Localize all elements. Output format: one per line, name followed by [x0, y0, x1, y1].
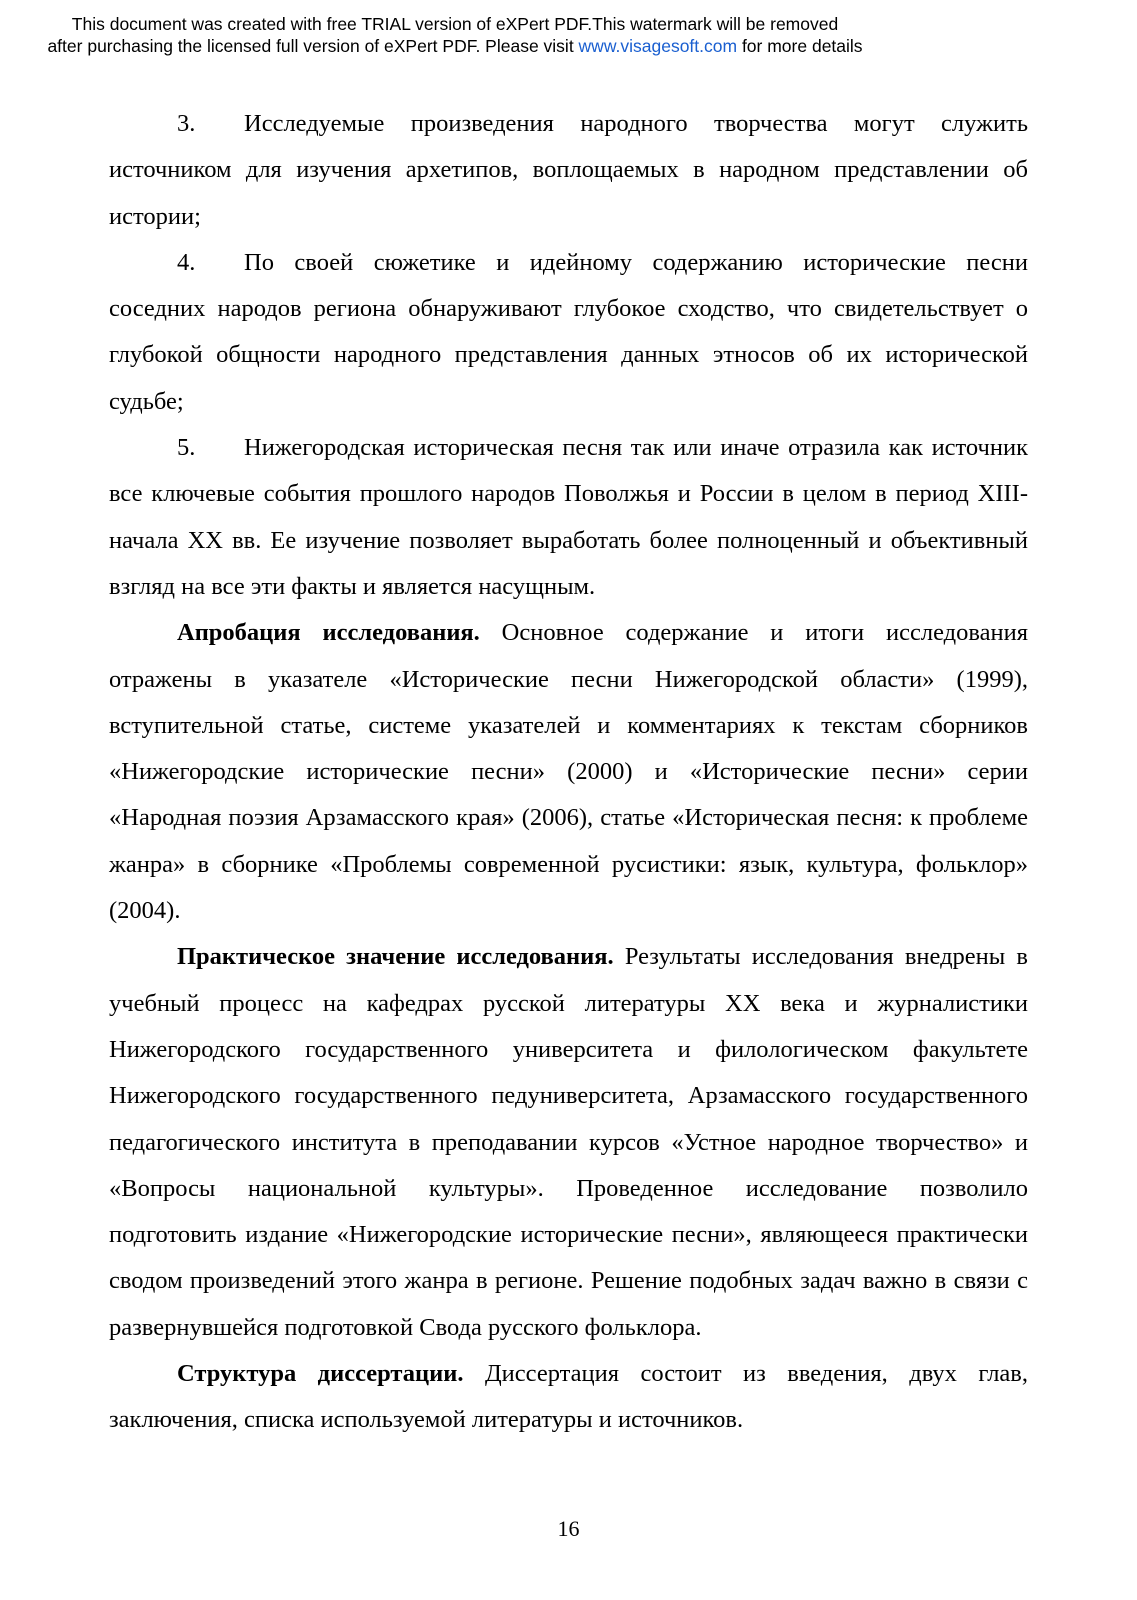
paragraph-practical-significance: [109, 934, 1028, 1351]
document-body: [109, 101, 1028, 1444]
list-item-number: 5.: [177, 434, 196, 462]
watermark-line-2: [0, 35, 910, 57]
list-item-text: По своей сюжетике и идейному содержанию исторические песни соседних народов региона обнаруживают глубокое сходство, что свидетельствует о глубокой общности народного представления данных этносов об их исторической судьбе;: [109, 248, 1028, 415]
list-item-text: Исследуемые произведения народного творчества могут служить источником для изучения архетипов, воплощаемых в народном представлении об истории;: [109, 110, 1028, 230]
section-text: Результаты исследования внедрены в учебный процесс на кафедрах русской литературы XX века и журналистики Нижегородского государственного университета и филологическом факультете Нижегородского государственного педуниверситета, Арзамасского государственного педагогического института в преподавании курсов «Устное народное творчество» и «Вопросы национальной культуры». Проведенное исследование позволило подготовить издание «Нижегородские исторические песни», являющееся практически сводом произведений этого жанра в регионе. Решение подобных задач важно в связи с развернувшейся подготовкой Свода русского фольклора.: [109, 943, 1028, 1341]
trial-watermark: [0, 13, 910, 57]
section-text: Основное содержание и итоги исследования отражены в указателе «Исторические песни Нижегородской области» (1999), вступительной статье, системе указателей и комментариях к текстам сборников «Нижегородские исторические песни» (2000) и «Исторические песни» серии «Народная поэзия Арзамасского края» (2006), статье «Историческая песня: к проблеме жанра» в сборнике «Проблемы современной русистики: язык, культура, фольклор» (2004).: [109, 619, 1028, 925]
section-heading: Апробация исследования.: [177, 619, 480, 647]
watermark-link[interactable]: www.visagesoft.com: [578, 36, 738, 56]
page-number: 16: [557, 1516, 580, 1541]
list-item-text: Нижегородская историческая песня так или иначе отразила как источник все ключевые события прошлого народов Поволжья и России в целом в период XIII-начала XX вв. Ее изучение позволяет выработать более полноценный и объективный взгляд на все эти факты и является насущным.: [109, 434, 1028, 600]
paragraph-structure: [109, 1351, 1028, 1444]
watermark-line-1: This document was created with free TRIAL version of eXPert PDF.This watermark will be removed: [71, 14, 839, 34]
section-heading: Структура диссертации.: [177, 1360, 464, 1388]
watermark-line-2-end: for more details: [737, 36, 863, 56]
list-item-number: 3.: [177, 110, 196, 137]
section-heading: Практическое значение исследования.: [177, 943, 614, 971]
list-item-3: [109, 101, 1028, 240]
list-item-number: 4.: [177, 248, 196, 276]
paragraph-approbation: [109, 610, 1028, 934]
list-item-5: [109, 425, 1028, 610]
section-text: Диссертация состоит из введения, двух глав, заключения, списка используемой литературы и источников.: [109, 1360, 1028, 1434]
watermark-line-2-start: after purchasing the licensed full version of eXPert PDF. Please visit: [47, 36, 579, 56]
list-item-4: [109, 240, 1028, 425]
